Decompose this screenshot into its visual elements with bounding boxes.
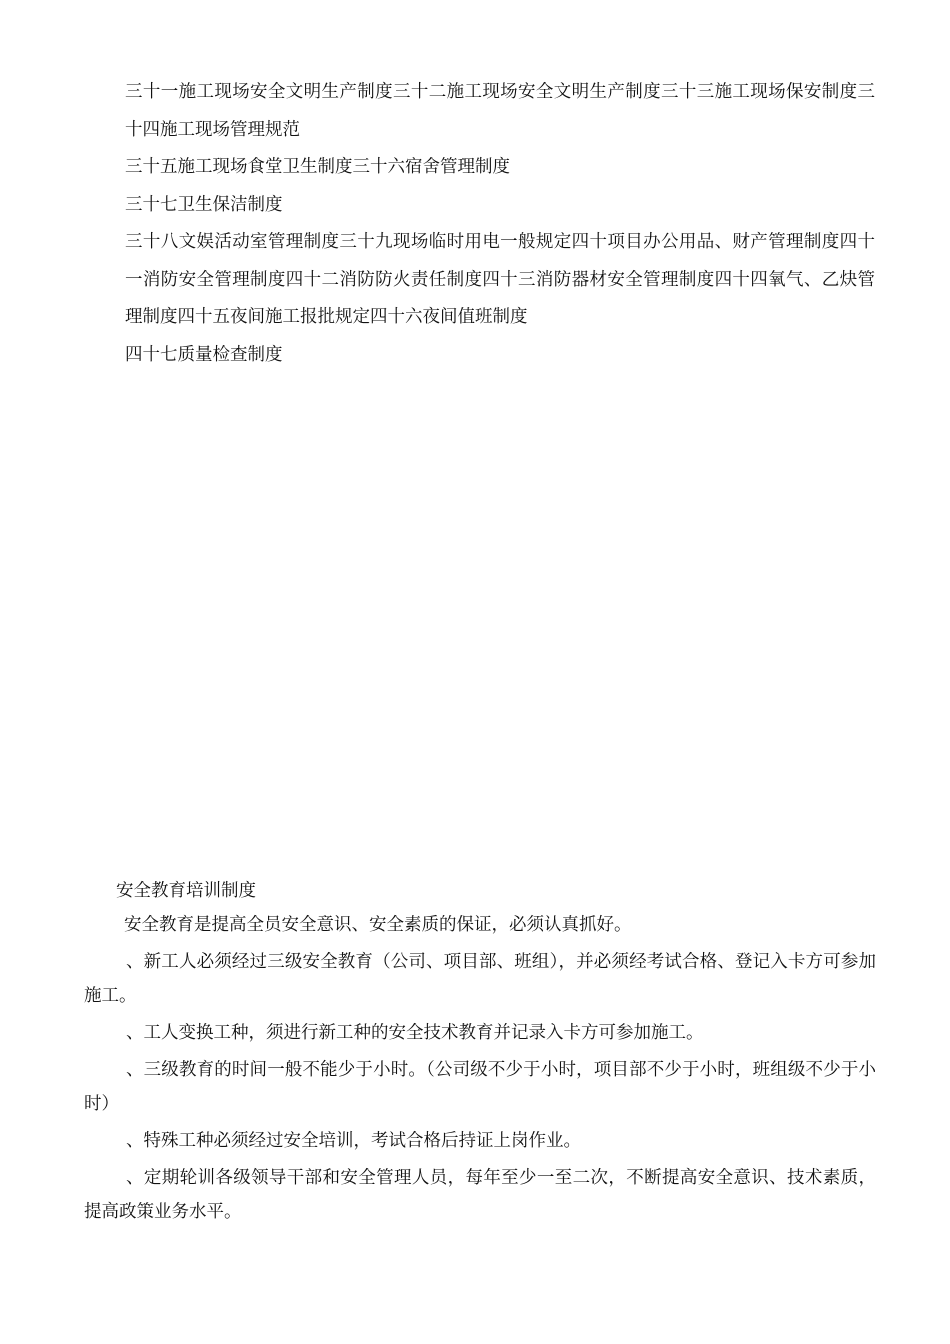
rule-item: 、三级教育的时间一般不能少于小时。（公司级不少于小时，项目部不少于小时，班组级不少于小时） <box>84 1060 876 1114</box>
toc-line: 三十一施工现场安全文明生产制度三十二施工现场安全文明生产制度三十三施工现场保安制度三十四施工现场管理规范 <box>125 82 875 140</box>
safety-training-section <box>84 874 876 1229</box>
rule-item: 、新工人必须经过三级安全教育（公司、项目部、班组），并必须经考试合格、登记入卡方可参加施工。 <box>84 952 876 1006</box>
rule-item: 、工人变换工种，须进行新工种的安全技术教育并记录入卡方可参加施工。 <box>126 1023 704 1043</box>
rule-item: 、定期轮训各级领导干部和安全管理人员，每年至少一至二次，不断提高安全意识、技术素质，提高政策业务水平。 <box>84 1168 876 1222</box>
toc-line: 三十五施工现场食堂卫生制度三十六宿舍管理制度 <box>125 157 510 177</box>
section-intro: 安全教育是提高全员安全意识、安全素质的保证，必须认真抓好。 <box>124 915 632 935</box>
toc-line: 三十七卫生保洁制度 <box>125 194 283 215</box>
toc-line: 三十八文娱活动室管理制度三十九现场临时用电一般规定四十项目办公用品、财产管理制度四十一消防安全管理制度四十二消防防火责任制度四十三消防器材安全管理制度四十四氧气、乙炔管理制度四十五夜间施工报批规定四十六夜间值班制度 <box>125 232 875 327</box>
table-of-contents <box>125 74 875 374</box>
toc-line: 四十七质量检查制度 <box>125 344 283 365</box>
rule-item: 、特殊工种必须经过安全培训，考试合格后持证上岗作业。 <box>126 1131 581 1151</box>
section-heading: 安全教育培训制度 <box>116 881 256 901</box>
